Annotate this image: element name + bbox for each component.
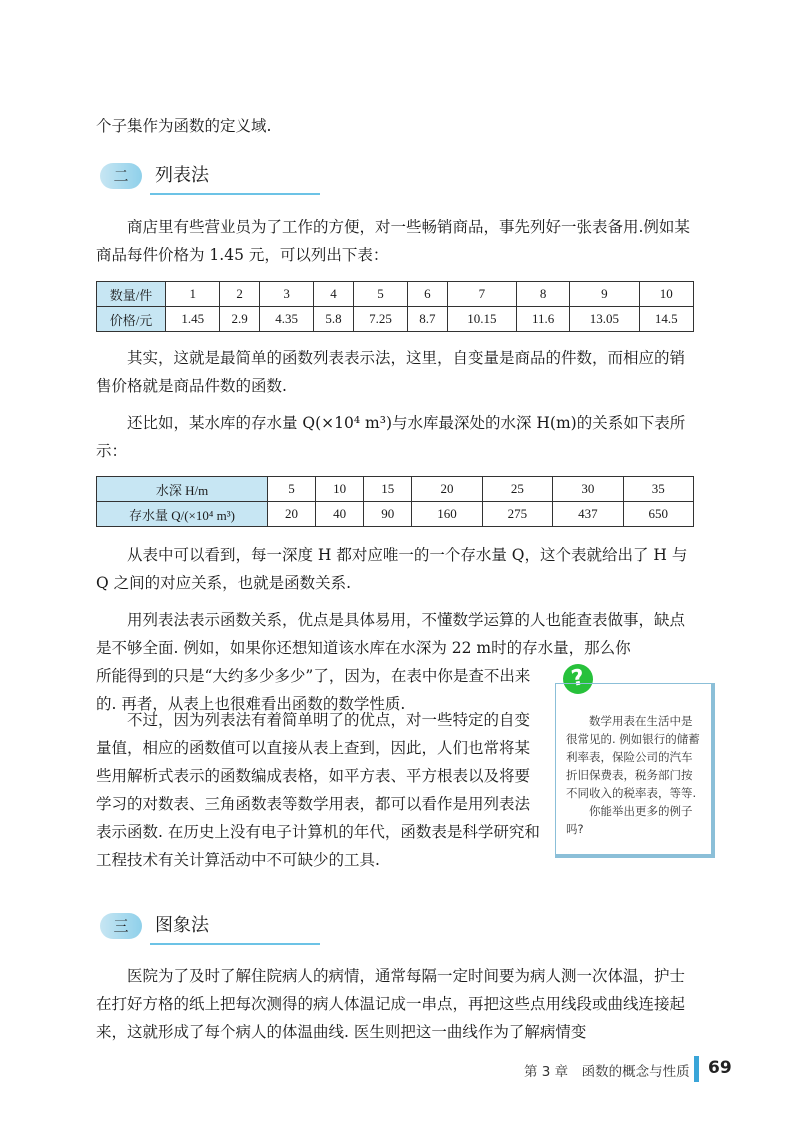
table-cell: 5: [268, 477, 316, 502]
note-question: 你能举出更多的例子吗?: [566, 804, 693, 836]
row-header-cell: 价格/元: [97, 307, 166, 332]
paragraph: 用列表法表示函数关系，优点是具体易用，不懂数学运算的人也能查表做事，缺点是不够全面. 例如，如果你还想知道该水库在水深为 22 m时的存水量，那么你: [96, 611, 686, 657]
reservoir-table: [96, 476, 694, 527]
table-cell: 7: [447, 282, 516, 307]
table-cell: 8: [516, 282, 569, 307]
table-cell: 40: [316, 502, 364, 527]
table-cell: 10.15: [447, 307, 516, 332]
table-cell: 15: [364, 477, 412, 502]
row-header-cell: 数量/件: [97, 282, 166, 307]
table-cell: 11.6: [516, 307, 569, 332]
table-cell: 3: [259, 282, 313, 307]
table-cell: 2: [220, 282, 260, 307]
paragraph: 还比如，某水库的存水量 Q(×10⁴ m³)与水库最深处的水深 H(m)的关系如下表所示：: [96, 414, 686, 460]
table-cell: 13.05: [570, 307, 639, 332]
page-number: 69: [708, 1058, 732, 1078]
table-cell: 35: [623, 477, 693, 502]
table-cell: 25: [482, 477, 552, 502]
section-title: 图象法: [155, 915, 209, 936]
table-cell: 14.5: [639, 307, 693, 332]
table-cell: 5: [353, 282, 407, 307]
table-cell: 1: [166, 282, 220, 307]
table-cell: 20: [412, 477, 482, 502]
section-underline: [150, 943, 320, 945]
table-cell: 437: [553, 502, 623, 527]
table-cell: 4.35: [259, 307, 313, 332]
page-footer: [0, 1052, 800, 1088]
note-text: 数学用表在生活中是很常见的. 例如银行的储蓄利率表，保险公司的汽车折旧保费表，税务部门按不同收入的税率表，等等.: [566, 714, 700, 800]
section-title: 列表法: [155, 165, 209, 186]
row-header-cell: 水深 H/m: [97, 477, 268, 502]
paragraph: 不过，因为列表法有着简单明了的优点，对一些特定的自变量值，相应的函数值可以直接从表上查到，因此，人们也常将某些用解析式表示的函数编成表格，如平方表、平方根表以及将要学习的对数表、三角函数表等数学用表，都可以看作是用列表法表示函数. 在历史上没有电子计算机的年代，函数表是科学研究和工程技术有关计算活动中不可缺少的工具.: [96, 711, 540, 869]
price-table: [96, 281, 694, 332]
paragraph: 医院为了及时了解住院病人的病情，通常每隔一定时间要为病人测一次体温，护士在打好方格的纸上把每次测得的病人体温记成一串点，再把这些点用线段或曲线连接起来，这就形成了每个病人的体温曲线. 医生则把这一曲线作为了解病情变: [96, 967, 686, 1041]
table-cell: 9: [570, 282, 639, 307]
table-cell: 5.8: [314, 307, 354, 332]
paragraph: 所能得到的只是“大约多少多少”了，因为，在表中你是查不出来的. 再者，从表上也很难看出函数的数学性质.: [96, 667, 531, 713]
table-row: [97, 477, 694, 502]
footer-divider: [694, 1056, 699, 1082]
table-cell: 10: [316, 477, 364, 502]
table-cell: 8.7: [408, 307, 448, 332]
row-header-cell: 存水量 Q/(×10⁴ m³): [97, 502, 268, 527]
table-cell: 7.25: [353, 307, 407, 332]
chapter-title: 第 3 章 函数的概念与性质: [524, 1064, 690, 1080]
table-row: [97, 307, 694, 332]
question-icon: ?: [561, 662, 596, 697]
table-cell: 160: [412, 502, 482, 527]
table-cell: 6: [408, 282, 448, 307]
section-badge: 二: [100, 163, 142, 189]
section-badge: 三: [100, 913, 142, 939]
table-cell: 30: [553, 477, 623, 502]
table-cell: 650: [623, 502, 693, 527]
table-cell: 1.45: [166, 307, 220, 332]
paragraph: 从表中可以看到，每一深度 H 都对应唯一的一个存水量 Q，这个表就给出了 H 与 Q 之间的对应关系，也就是函数关系.: [96, 546, 688, 592]
table-cell: 20: [268, 502, 316, 527]
table-row: [97, 282, 694, 307]
table-cell: 2.9: [220, 307, 260, 332]
side-note: [555, 683, 715, 858]
section-heading-table-method: [100, 163, 360, 197]
table-row: [97, 502, 694, 527]
table-cell: 275: [482, 502, 552, 527]
table-cell: 90: [364, 502, 412, 527]
table-cell: 4: [314, 282, 354, 307]
paragraph: 商店里有些营业员为了工作的方便，对一些畅销商品，事先列好一张表备用.例如某商品每件价格为 1.45 元，可以列出下表：: [96, 218, 690, 264]
table-cell: 10: [639, 282, 693, 307]
section-heading-graph-method: [100, 913, 360, 947]
paragraph: 其实，这就是最简单的函数列表表示法，这里，自变量是商品的件数，而相应的销售价格就是商品件数的函数.: [96, 349, 686, 395]
section-underline: [150, 193, 320, 195]
intro-line: 个子集作为函数的定义域.: [96, 117, 272, 135]
